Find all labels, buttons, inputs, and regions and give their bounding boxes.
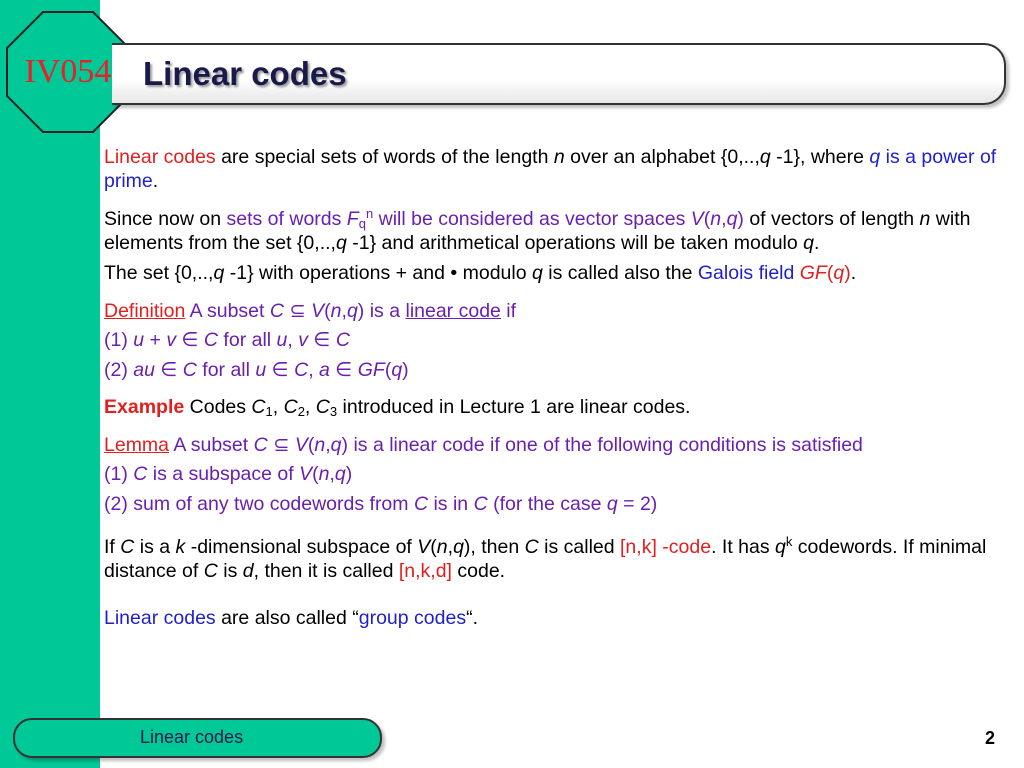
element-of-symbol: ∈ — [329, 358, 358, 381]
text: ) — [345, 463, 353, 485]
text: , — [329, 463, 335, 485]
text: is called also the — [542, 262, 698, 284]
var-q: q — [334, 463, 346, 485]
text: ( — [312, 463, 319, 485]
text: are also called — [215, 607, 353, 629]
text: ( — [430, 536, 437, 558]
text: are special sets of words of the length — [215, 146, 554, 168]
paragraph-nk-code — [104, 536, 1004, 583]
subset-symbol: ⊆ — [267, 433, 295, 456]
slide-content — [104, 146, 1004, 631]
text: -dimensional subspace of — [185, 536, 418, 558]
text: is in — [428, 492, 474, 515]
var-C: C — [283, 396, 298, 418]
var-n: n — [919, 208, 931, 230]
text: ( — [384, 358, 392, 381]
superscript-n: n — [365, 206, 374, 221]
element-of-symbol: ∈ — [308, 329, 336, 351]
text: code. — [451, 559, 506, 582]
text: , — [287, 329, 299, 351]
subscript-3: 3 — [329, 404, 338, 419]
lemma-condition-1 — [104, 463, 1004, 487]
element-of-symbol: ∈ — [176, 329, 204, 351]
close-quote: “ — [466, 607, 473, 629]
text: , — [304, 396, 316, 418]
var-C: C — [473, 492, 488, 515]
var-n: n — [553, 146, 565, 168]
element-of-symbol: ∈ — [266, 358, 295, 381]
var-C: C — [133, 463, 148, 485]
text: for all — [218, 329, 277, 351]
text: is a subspace of — [147, 463, 300, 485]
var-q: q — [453, 536, 464, 558]
text: , — [308, 358, 320, 381]
var-n: n — [330, 299, 342, 322]
paragraph-vector-spaces — [104, 208, 1004, 255]
text: -1}, where — [770, 146, 870, 168]
definition-label: Definition — [104, 299, 186, 322]
var-q: q — [213, 262, 225, 284]
term-linear-code: linear code — [405, 299, 501, 322]
paragraph-group-codes — [104, 607, 1004, 631]
item-number: (1) — [104, 463, 134, 485]
var-GF: GF — [357, 358, 385, 381]
text: ( — [307, 433, 315, 456]
var-n: n — [436, 536, 448, 558]
text: is — [217, 559, 243, 582]
text: ) is a — [357, 299, 406, 322]
text: ), then — [463, 536, 525, 558]
text: ( — [324, 299, 331, 322]
text: . — [472, 607, 478, 629]
term-linear-codes: Linear codes — [104, 146, 216, 168]
var-C: C — [251, 396, 266, 418]
item-number: (2) — [104, 358, 134, 381]
text: ) — [737, 208, 744, 230]
text: Since now on — [104, 208, 227, 230]
text: , — [721, 208, 727, 230]
page-title: Linear codes — [143, 55, 347, 92]
text: -1} and arithmetical operations will be taken modulo — [346, 231, 804, 254]
var-q: q — [346, 299, 358, 322]
var-u: u — [133, 329, 145, 351]
text: . — [814, 231, 820, 254]
var-V: V — [311, 299, 325, 322]
var-V: V — [294, 433, 308, 456]
text: + — [144, 329, 167, 351]
definition-condition-2 — [104, 359, 1004, 383]
text: -1} with operations + and — [224, 262, 451, 284]
text: , then it is called — [253, 559, 399, 582]
text: = 2) — [617, 492, 658, 515]
example-line — [104, 396, 1004, 420]
var-GF: GF — [799, 262, 827, 284]
text: of vectors of length — [743, 208, 920, 230]
text: is called — [538, 536, 621, 558]
text: modulo — [457, 262, 532, 284]
var-C: C — [253, 433, 268, 456]
var-v: v — [298, 329, 308, 351]
var-C: C — [413, 492, 429, 515]
term-nkd-code: [n,k,d] — [398, 559, 452, 582]
text: (for the case — [487, 492, 607, 515]
course-code-logo: IV054 — [24, 53, 112, 90]
text: introduced in Lecture 1 are linear codes. — [337, 396, 691, 418]
var-V: V — [690, 208, 704, 230]
term-galois-field: Galois field — [697, 262, 800, 284]
text: with elements from the set {0,.., — [104, 208, 971, 254]
var-n: n — [710, 208, 722, 230]
var-u: u — [276, 329, 288, 351]
text: . — [850, 262, 857, 284]
var-q: q — [532, 262, 543, 284]
element-of-symbol: ∈ — [154, 358, 183, 381]
item-number: (2) — [104, 492, 134, 515]
lemma-label: Lemma — [104, 433, 170, 456]
var-F: F — [346, 208, 359, 230]
var-q: q — [869, 146, 881, 168]
open-quote: “ — [352, 607, 359, 629]
example-label: Example — [104, 396, 185, 418]
var-n: n — [318, 463, 330, 485]
text: is a — [134, 536, 176, 558]
var-au: au — [133, 358, 155, 381]
term-linear-codes: Linear codes — [104, 607, 216, 629]
text: , — [447, 536, 454, 558]
text: sum of any two codewords from — [133, 492, 414, 515]
text: The set {0,.., — [104, 262, 214, 284]
lemma-condition-2 — [104, 493, 1004, 517]
var-C: C — [120, 536, 135, 558]
text: ) — [402, 358, 409, 381]
text: ( — [703, 208, 711, 230]
definition-line — [104, 300, 1004, 324]
var-V: V — [417, 536, 431, 558]
text: codewords. If minimal distance of — [104, 536, 987, 582]
definition-condition-1 — [104, 329, 1004, 353]
text: if — [500, 299, 517, 322]
var-q: q — [726, 208, 738, 230]
text: ( — [826, 262, 834, 284]
var-C: C — [315, 396, 330, 418]
text: , — [325, 433, 331, 456]
subscript-2: 2 — [297, 404, 305, 419]
var-n: n — [314, 433, 326, 456]
text: . It has — [711, 536, 776, 558]
text: will be considered as vector spaces — [373, 208, 691, 230]
var-C: C — [335, 329, 350, 351]
term-nk-code: [n,k] -code — [620, 536, 712, 558]
superscript-k: k — [785, 534, 793, 549]
var-C: C — [524, 536, 539, 558]
var-q: q — [759, 146, 771, 168]
text: ) — [844, 262, 851, 284]
text: Codes — [184, 396, 252, 418]
var-v: v — [166, 329, 177, 351]
var-V: V — [299, 463, 313, 485]
text: A subset — [169, 433, 254, 456]
text: A subset — [185, 299, 270, 322]
var-C: C — [182, 358, 197, 381]
definition-block — [104, 300, 1004, 383]
item-number: (1) — [104, 329, 134, 351]
var-q: q — [335, 231, 347, 254]
var-q: q — [833, 262, 845, 284]
var-q: q — [391, 358, 403, 381]
var-C: C — [203, 329, 219, 351]
var-C: C — [203, 559, 218, 582]
text: over an alphabet {0,.., — [564, 146, 760, 168]
text: for all — [196, 358, 256, 381]
term-group-codes: group codes — [358, 607, 467, 629]
var-q: q — [775, 536, 786, 558]
var-C: C — [294, 358, 309, 381]
page-number: 2 — [985, 728, 996, 748]
text: is a power of prime — [104, 146, 997, 192]
subscript-1: 1 — [265, 404, 273, 419]
text: . — [152, 169, 159, 192]
footer-label: Linear codes — [140, 727, 244, 747]
lemma-line — [104, 434, 1004, 458]
var-q: q — [606, 492, 618, 515]
dot-operator: • — [450, 262, 458, 284]
paragraph-galois-field — [104, 262, 1004, 286]
var-d: d — [242, 559, 254, 582]
var-q: q — [803, 231, 815, 254]
subset-symbol: ⊆ — [283, 299, 312, 322]
text: , — [272, 396, 284, 418]
text: If — [104, 536, 121, 558]
var-C: C — [269, 299, 284, 322]
var-a: a — [319, 358, 330, 381]
text: , — [341, 299, 347, 322]
var-k: k — [175, 536, 186, 558]
text: sets of words — [226, 208, 347, 230]
subscript-q: q — [358, 216, 366, 231]
paragraph-linear-codes-intro — [104, 146, 1004, 193]
var-q: q — [330, 433, 342, 456]
var-u: u — [255, 358, 267, 381]
lemma-block — [104, 434, 1004, 517]
text: ) is a linear code if one of the following conditions is satisfied — [341, 433, 863, 456]
